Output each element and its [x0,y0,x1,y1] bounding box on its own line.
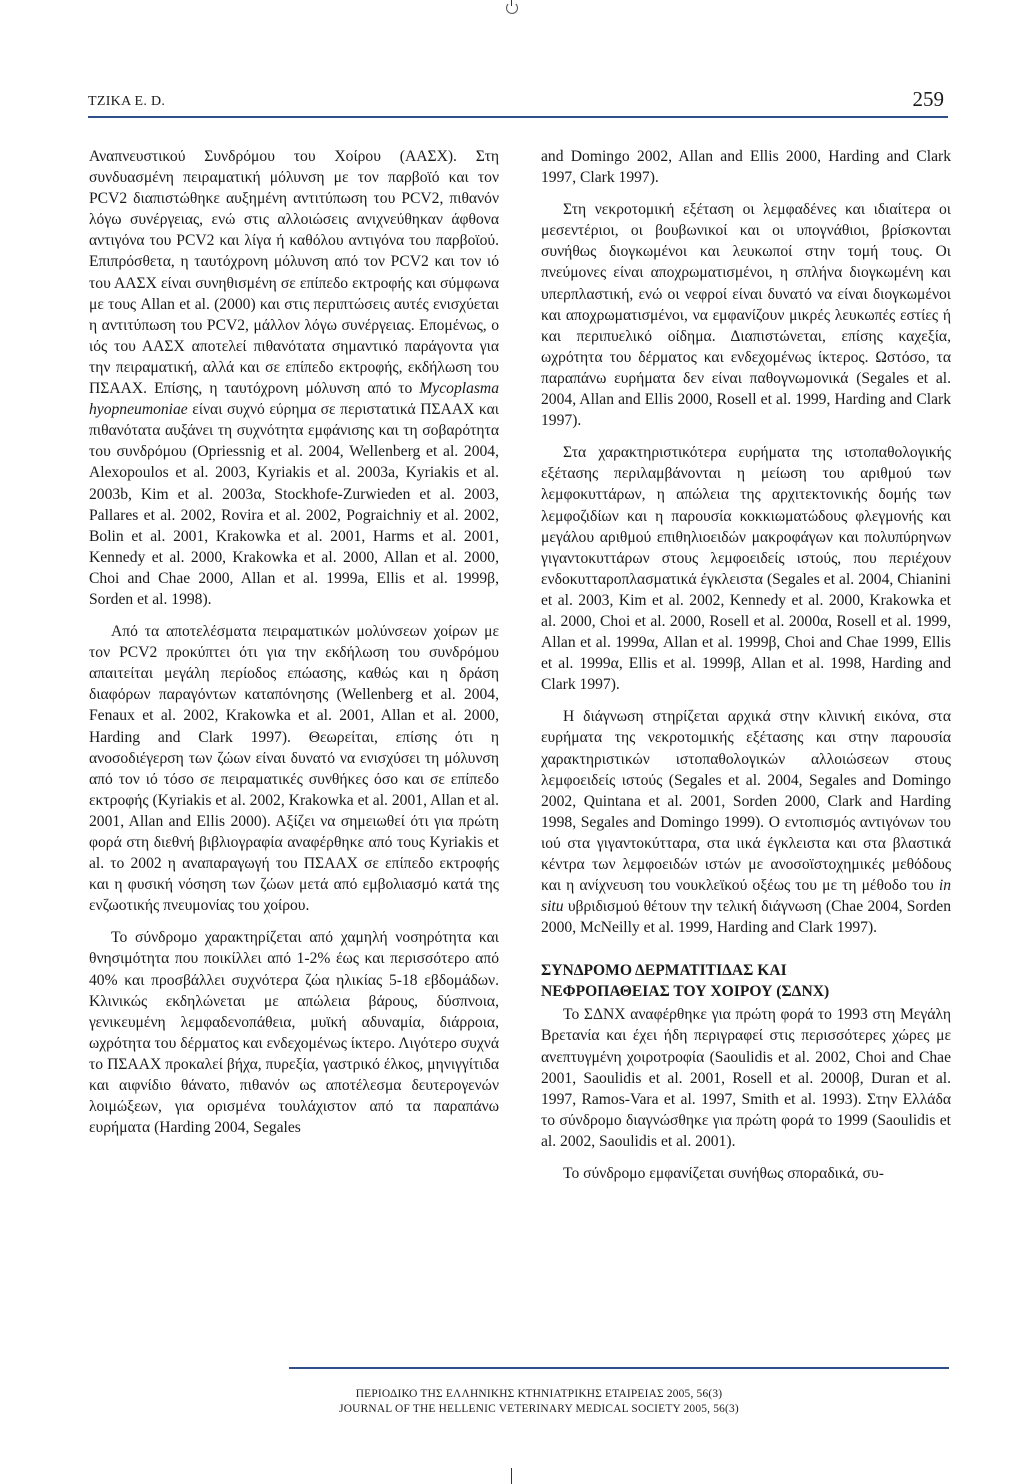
paragraph: Από τα αποτελέσματα πειραματικών μολύνσεων χοίρων με τον PCV2 προκύπτει ότι για την εκδήλωση του συνδρόμου απαιτείται μεγάλη περίοδος επώασης, καθώς και η δράση διαφόρων παραγόντων καταπόνησης (Wellenberg et al. 2004, Fenaux et al. 2002, Krakowka et al. 2001, Allan et al. 2000, Harding and Clark 1997). Θεωρείται, επίσης ότι η ανοσοδιέγερση των ζώων είναι δυνατό να ενισχύσει τη μόλυνση από τον ιό τόσο σε πειραματικές συνθήκες όσο και σε επίπεδο εκτροφής (Kyriakis et al. 2002, Krakowka et al. 2001, Allan et al. 2001, Allan and Ellis 2000). Αξίζει να σημειωθεί ότι για πρώτη φορά στη διεθνή βιβλιογραφία αναφέρθηκε από τους Kyriakis et al. το 2002 η αναπαραγωγή του ΠΣΑΑΧ σε επίπεδο εκτροφής και η φυσική νόσηση των ζώων μετά από εμβολιασμό κατά της ενζωοτικής πνευμονίας του χοίρου. [89,623,499,915]
crop-mark-bottom [511,1468,512,1484]
paragraph: Το σύνδρομο χαρακτηρίζεται από χαμηλή νοσηρότητα και θνησιμότητα που ποικίλλει από 1-2% έως και περισσότερο από 40% και προσβάλλει συχνότερα ζώα ηλικίας 5-18 εβδομάδων. Κλινικώς εκδηλώνεται με απώλεια βάρους, δύσπνοια, γενικευμένη λεμφαδενοπάθεια, μυϊκή αδυναμία, διάρροια, ωχρότητα του δέρματος και ενδεχομένως ίκτερο. Λιγότερο συχνά το ΠΣΑΑΧ προκαλεί βήχα, πυρεξία, γαστρικό έλκος, μηνιγγίτιδα και αιφνίδιο θάνατο, πιθανόν ως αποτέλεσμα δευτερογενών λοιμώξεων, για ορισμένα τουλάχιστον από τα παραπάνω ευρήματα (Harding 2004, Segales [89,929,499,1137]
right-column [541,146,951,1195]
left-column [89,146,499,1149]
paragraph: Στη νεκροτομική εξέταση οι λεμφαδένες και ιδιαίτερα οι μεσεντέριοι, οι βουβωνικοί και οι υπογνάθιοι, βρίσκονται συνήθως διογκωμένοι και λευκωποί στην τομή τους. Οι πνεύμονες είναι αποχρωματισμένοι, η σπλήνα διογκωμένη και υπερπλαστική, ενώ οι νεφροί είναι δυνατό να είναι διογκωμένοι και αποχρωματισμένοι, να εμφανίζουν μικρές λευκωπές εστίες ή και περιπυελικό οίδημα. Διαπιστώνεται, επίσης καχεξία, ωχρότητα του δέρματος και ενδεχομένως ίκτερος. Ωστόσο, τα παραπάνω ευρήματα δεν είναι παθογνωμονικά (Segales et al. 2004, Allan and Ellis 2000, Rosell et al. 1999, Harding and Clark 1997). [541,201,951,430]
page-header [88,88,948,118]
page-footer [289,1367,949,1419]
paragraph-text: υβριδισμού θέτουν την τελική διάγνωση (Chae 2004, Sorden 2000, McNeilly et al. 1999, Harding and Clark 1997). [541,898,951,937]
method-name: in situ [541,877,951,916]
page-number: 259 [912,87,944,111]
paragraph: Το ΣΔΝΧ αναφέρθηκε για πρώτη φορά το 1993 στη Μεγάλη Βρετανία και έχει ήδη περιγραφεί στις περισσότερες χώρες με ανεπτυγμένη χοιροτροφία (Saoulidis et al. 2002, Choi and Chae 2001, Saoulidis et al. 2001, Rosell et al. 2000β, Duran et al. 1997, Ramos-Vara et al. 1997, Smith et al. 1993). Στην Ελλάδα το σύνδρομο διαγνώσθηκε για πρώτη φορά το 1999 (Saoulidis et al. 2002, Saoulidis et al. 2001). [541,1006,951,1150]
paragraph-text: Η διάγνωση στηρίζεται αρχικά στην κλινική εικόνα, στα ευρήματα της νεκροτομικής εξέτασης και στην παρουσία χαρακτηριστικών ιστοπαθολογικών αλλοιώσεων στους λεμφοειδείς ιστούς (Segales et al. 2004, Segales and Domingo 2002, Quintana et al. 2001, Sorden 2000, Clark and Harding 1998, Segales and Domingo 1999). Ο εντοπισμός αντιγόνων του ιού στα γιγαντοκύτταρα, στα ιικά έγκλειστα και στα βλαστικά κέντρα των λεμφοειδών ιστών με ανοσοϊστοχημικές μεθόδους και η ανίχνευση του νουκλεϊκού οξέως του με τη μέθοδο του [541,708,951,895]
paragraph [89,146,499,610]
running-head: TZIKA E. D. [88,94,166,109]
journal-title-greek: ΠΕΡΙΟΔΙΚΟ ΤΗΣ ΕΛΛΗΝΙΚΗΣ ΚΤΗΝΙΑΤΡΙΚΗΣ ΕΤΑΙΡΕΙΑΣ 2005, 56(3) [355,1388,723,1400]
footer-rule [289,1367,949,1369]
registration-mark [506,2,518,14]
paragraph: Στα χαρακτηριστικότερα ευρήματα της ιστοπαθολογικής εξέτασης περιλαμβάνονται η μείωση του αριθμού των λεμφοκυττάρων, η απώλεια της αρχιτεκτονικής δομής των λεμφοζιδίων και η παρουσία κοκκιωματώδους φλεγμονής και μεγάλου αριθμού επιθηλιοειδών μακροφάγων και πολυπύρηνων γιγαντοκυττάρων στους λεμφοειδείς ιστούς, που περιέχουν ενδοκυτταροπλασματικά έγκλειστα (Segales et al. 2004, Chianini et al. 2003, Kim et al. 2002, Kennedy et al. 2000, Krakowka et al. 2000, Choi et al. 2000, Rosell et al. 2000α, Rosell et al. 1999, Allan et al. 1999α, Allan et al. 1999β, Choi and Chae 1999, Ellis et al. 1999α, Ellis et al. 1999β, Allan et al. 1998, Harding and Clark 1997). [541,444,951,694]
section-heading [541,960,951,1002]
paragraph-text: είναι συχνό εύρημα σε περιστατικά ΠΣΑΑΧ και πιθανότατα αυξάνει τη συχνότητα εμφάνισης και τη σοβαρότητα του συνδρόμου (Opriessnig et al. 2004, Wellenberg et al. 2004, Alexopoulos et al. 2003, Kyriakis et al. 2003a, Kyriakis et al. 2003b, Kim et al. 2003α, Stockhofe-Zurwieden et al. 2003, Pallares et al. 2002, Rovira et al. 2002, Pograichniy et al. 2002, Bolin et al. 2001, Krakowka et al. 2001, Harms et al. 2001, Kennedy et al. 2000, Krakowka et al. 2000, Allan et al. 2000, Choi and Chae 2000, Allan et al. 1999a, Ellis et al. 1999β, Sorden et al. 1998). [89,401,499,608]
journal-title-english: JOURNAL OF THE HELLENIC VETERINARY MEDICAL SOCIETY 2005, 56(3) [339,1403,739,1415]
paragraph: and Domingo 2002, Allan and Ellis 2000, Harding and Clark 1997, Clark 1997). [541,148,951,187]
header-rule [88,116,948,118]
paragraph-text: Αναπνευστικού Συνδρόμου του Χοίρου (ΑΑΣΧ). Στη συνδυασμένη πειραματική μόλυνση με τον παρβοϊό και τον PCV2 διαπιστώθηκε αυξημένη αντιτύπωση του PCV2, πιθανόν λόγω συνέργειας, ενώ στις αλλοιώσεις ανιχνεύθηκαν άφθονα αντιγόνα του PCV2 και λίγα ή καθόλου αντιγόνα του παρβοϊού. Επιπρόσθετα, η ταυτόχρονη μόλυνση από τον PCV2 και τον ιό του ΑΑΣΧ είναι συνηθισμένη σε επίπεδο εκτροφής και σύμφωνα με τους Allan et al. (2000) και στις περιπτώσεις αυτές ενισχύεται η αντιτύπωση του PCV2, μάλλον λόγω συνέργειας. Επομένως, ο ιός του ΑΑΣΧ αποτελεί πιθανότατα σημαντικό παράγοντα για την πειραματική, αλλά και σε επίπεδο εκτροφής, εκδήλωση του ΠΣΑΑΧ. Επίσης, η ταυτόχρονη μόλυνση από το [89,148,499,398]
paragraph: Το σύνδρομο εμφανίζεται συνήθως σποραδικά, συ- [563,1165,884,1183]
section-heading-line: ΣΥΝΔΡΟΜΟ ΔΕΡΜΑΤΙΤΙΔΑΣ ΚΑΙ [541,962,787,980]
species-name: Mycoplasma hyopneumoniae [89,380,499,419]
section-heading-line: ΝΕΦΡΟΠΑΘΕΙΑΣ ΤΟΥ ΧΟΙΡΟΥ (ΣΔΝΧ) [541,983,830,1001]
paragraph [541,706,951,938]
